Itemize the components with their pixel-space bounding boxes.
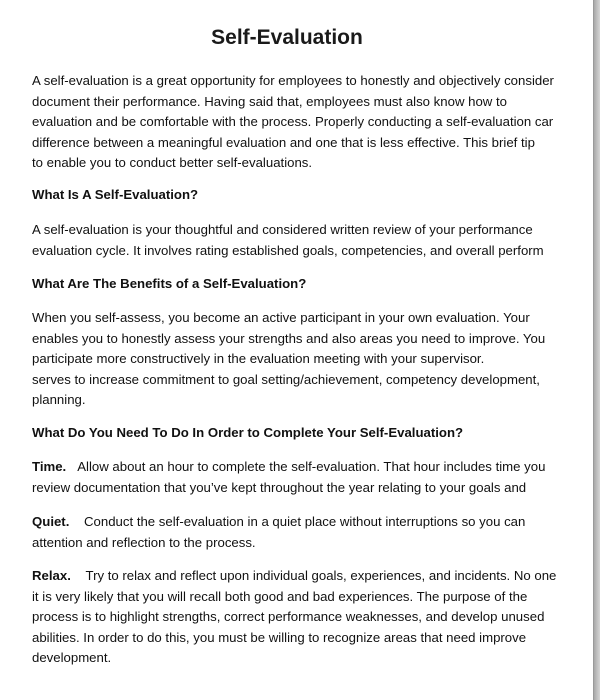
time-paragraph-line-2: review documentation that you’ve kept throughout the year relating to your goals and bbox=[32, 479, 527, 495]
relax-paragraph-line-4: abilities. In order to do this, you must be willing to recognize areas that need improve bbox=[32, 629, 527, 645]
what-is-line: A self-evaluation is your thoughtful and considered written review of your performance bbox=[32, 222, 533, 237]
intro-line: evaluation and be comfortable with the process. Properly conducting a self-evaluation car bbox=[32, 114, 554, 129]
time-label: Time. bbox=[32, 459, 67, 474]
quiet-text: Conduct the self-evaluation in a quiet place without interruptions so you can bbox=[84, 514, 526, 529]
quiet-paragraph-line-1 bbox=[32, 512, 525, 532]
quiet-label: Quiet. bbox=[32, 514, 70, 529]
intro-line: to enable you to conduct better self-evaluations. bbox=[32, 155, 313, 170]
relax-text: Try to relax and reflect upon individual goals, experiences, and incidents. No one bbox=[85, 568, 557, 583]
page-title: Self-Evaluation bbox=[211, 26, 363, 49]
quiet-paragraph-line-2: attention and reflection to the process. bbox=[32, 534, 256, 550]
relax-paragraph-line-3: process is to highlight strengths, correct performance weaknesses, and develop unused bbox=[32, 609, 545, 624]
intro-line: document their performance. Having said that, employees must also know how to bbox=[32, 93, 507, 109]
what-is-line: evaluation cycle. It involves rating established goals, competencies, and overall perform bbox=[32, 242, 544, 258]
benefits-line: planning. bbox=[32, 392, 86, 407]
relax-paragraph-line-2: it is very likely that you will recall both good and bad experiences. The purpose of the bbox=[32, 588, 528, 604]
relax-paragraph-line-5: development. bbox=[32, 650, 112, 665]
time-paragraph-line-1 bbox=[32, 457, 545, 477]
benefits-line: participate more constructively in the evaluation meeting with your supervisor. bbox=[32, 351, 485, 366]
benefits-line: enables you to honestly assess your strengths and also areas you need to improve. You bbox=[32, 330, 546, 346]
section-heading-what-is: What Is A Self-Evaluation? bbox=[32, 187, 199, 202]
relax-label: Relax. bbox=[32, 568, 71, 583]
benefits-line: When you self-assess, you become an active participant in your own evaluation. Your bbox=[32, 310, 530, 325]
intro-line: A self-evaluation is a great opportunity for employees to honestly and objectively consider bbox=[32, 73, 554, 88]
benefits-line: serves to increase commitment to goal setting/achievement, competency development, bbox=[32, 371, 540, 387]
viewer-background bbox=[594, 0, 600, 700]
relax-paragraph-line-1 bbox=[32, 566, 556, 586]
intro-line: difference between a meaningful evaluation and one that is less effective. This brief tip bbox=[32, 134, 535, 150]
section-heading-need-to-do: What Do You Need To Do In Order to Complete Your Self-Evaluation? bbox=[32, 425, 464, 440]
time-text: Allow about an hour to complete the self-evaluation. That hour includes time you bbox=[77, 459, 546, 474]
section-heading-benefits: What Are The Benefits of a Self-Evaluation? bbox=[32, 276, 307, 291]
